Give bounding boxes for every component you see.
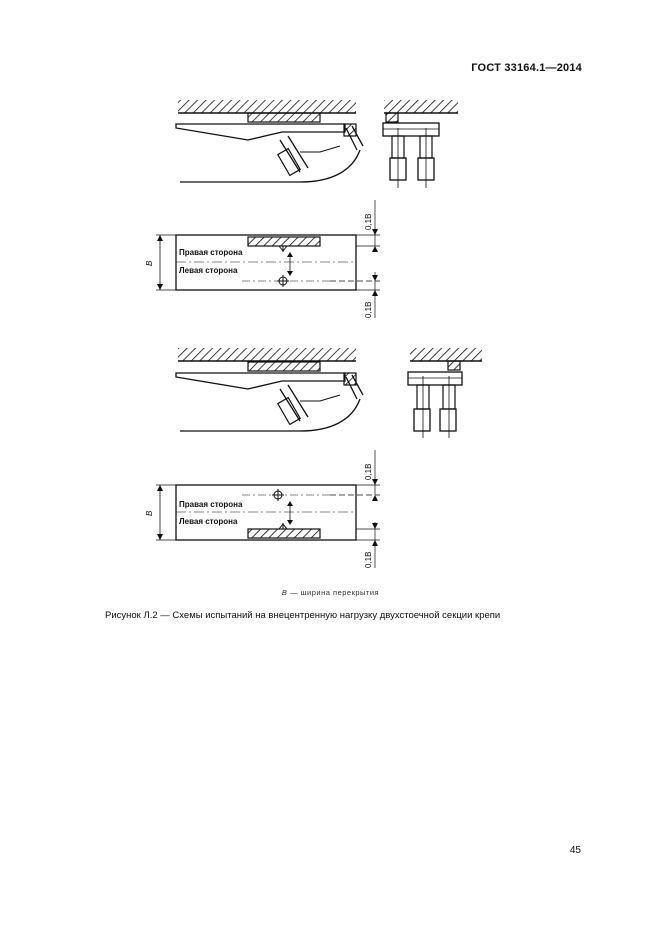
base: [180, 150, 360, 182]
legend-symbol: B: [281, 588, 288, 597]
roof-hatch: [178, 100, 356, 113]
figure-legend: [0, 588, 661, 597]
dim-lower-1: 0,1B: [364, 301, 373, 318]
legend-text: — ширина перекрытия: [287, 588, 380, 597]
document-code: ГОСТ 33164.1—2014: [471, 62, 582, 74]
width-symbol-2: B: [145, 510, 154, 516]
load-pad-plan: [248, 237, 320, 246]
right-side-label-2: Правая сторона: [179, 500, 243, 509]
side-view-2: [176, 348, 363, 431]
left-side-label-2: Левая сторона: [179, 517, 238, 526]
dim-upper-1: 0,1B: [364, 213, 373, 230]
canopy: [176, 124, 345, 140]
plan-view-1: [145, 200, 380, 318]
end-view-2: [408, 348, 482, 438]
dim-lower-2: 0,1B: [364, 551, 373, 568]
left-side-label-1: Левая сторона: [179, 266, 238, 275]
figure-caption: Рисунок Л.2 — Схемы испытаний на внецентренную нагрузку двухстоечной секции крепи: [105, 610, 501, 621]
dim-upper-2: 0,1B: [364, 463, 373, 480]
width-symbol-1: B: [145, 260, 154, 266]
page-number: 45: [569, 845, 581, 856]
side-view-1: [176, 100, 363, 182]
plan-view-2: [145, 450, 380, 568]
load-pad: [248, 113, 320, 122]
right-side-label-1: Правая сторона: [179, 248, 243, 257]
end-view-1: [383, 100, 458, 188]
